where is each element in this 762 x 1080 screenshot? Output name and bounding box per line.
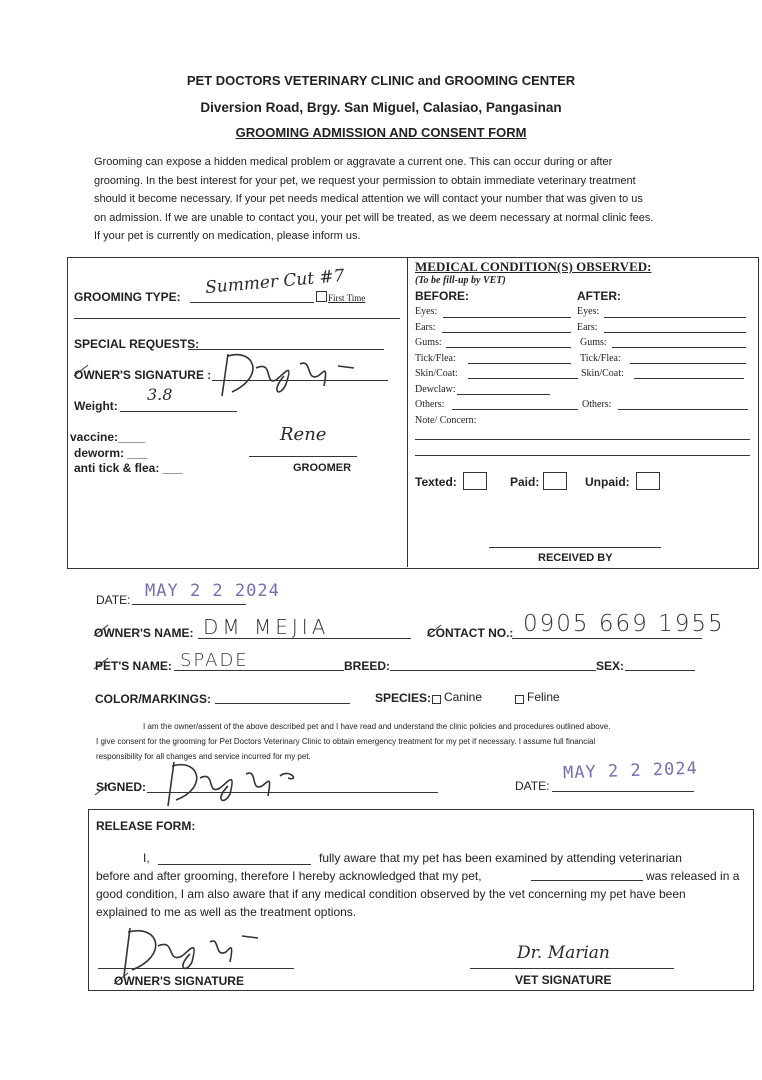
before-skin: Skin/Coat: bbox=[415, 368, 458, 379]
release-i: I, bbox=[143, 851, 150, 865]
intro-line: on admission. If we are unable to contact you, your pet will be treated, as we deem necessary at normal clinic fees. bbox=[94, 211, 654, 224]
grooming-type-line-2 bbox=[74, 318, 400, 319]
intro-line: Grooming can expose a hidden medical problem or aggravate a current one. This can occur during or after bbox=[94, 156, 613, 168]
release-name-line[interactable] bbox=[158, 864, 311, 865]
note-line-1[interactable] bbox=[415, 439, 750, 440]
texted-label: Texted: bbox=[415, 475, 457, 489]
signed-label: SIGNED: bbox=[96, 780, 147, 794]
vet-signature-line[interactable] bbox=[470, 968, 674, 969]
pet-name-value[interactable]: SPADE bbox=[180, 650, 249, 671]
medical-title: MEDICAL CONDITION(S) OBSERVED: bbox=[415, 259, 652, 274]
after-tick: Tick/Flea: bbox=[580, 353, 621, 364]
received-by-label: RECEIVED BY bbox=[538, 552, 613, 564]
vet-name[interactable]: Dr. Marian bbox=[517, 943, 610, 963]
vaccine-label: vaccine:____ bbox=[70, 430, 145, 444]
release-owner-line[interactable] bbox=[98, 968, 294, 969]
weight-line bbox=[120, 411, 237, 412]
consent-line-1: I am the owner/assent of the above described pet and I have read and understand the clinic policies and procedures outlined above. bbox=[143, 722, 611, 731]
color-line[interactable] bbox=[215, 703, 350, 704]
before-tick-line[interactable] bbox=[468, 363, 571, 364]
signed-line[interactable] bbox=[147, 792, 438, 793]
received-by-line[interactable] bbox=[489, 547, 661, 548]
owner-name-line bbox=[198, 638, 411, 639]
deworm-label: deworm: ___ bbox=[74, 446, 148, 460]
breed-line[interactable] bbox=[390, 670, 596, 671]
groomer-label: GROOMER bbox=[293, 462, 352, 474]
after-skin: Skin/Coat: bbox=[581, 368, 624, 379]
first-time-label: First Time bbox=[328, 293, 366, 303]
before-eyes: Eyes: bbox=[415, 306, 438, 317]
feline-checkbox[interactable] bbox=[515, 695, 524, 704]
before-heading: BEFORE: bbox=[415, 289, 469, 303]
groomer-line bbox=[249, 456, 357, 457]
intro-line: If your pet is currently on medication, please inform us. bbox=[94, 230, 361, 242]
after-ears: Ears: bbox=[577, 322, 598, 333]
unpaid-label: Unpaid: bbox=[585, 475, 630, 489]
date-stamp[interactable]: MAY 2 2 2024 bbox=[145, 581, 280, 601]
consent-line-3: responsibility for all changes and service incurred for my pet. bbox=[96, 752, 311, 761]
medical-subtitle: (To be fill-up by VET) bbox=[415, 275, 506, 286]
special-requests-label: SPECIAL REQUESTS: bbox=[74, 337, 200, 351]
after-skin-line[interactable] bbox=[634, 378, 744, 379]
owner-signature-line[interactable] bbox=[212, 380, 388, 381]
date-label: DATE: bbox=[96, 593, 131, 607]
species-label: SPECIES: bbox=[375, 691, 432, 705]
owner-name-value[interactable]: DM MEJIA bbox=[203, 615, 330, 639]
consent-date-line bbox=[552, 791, 694, 792]
contact-line bbox=[512, 638, 702, 639]
signed-signature-scribble bbox=[150, 758, 310, 810]
release-text-2: before and after grooming, therefore I hereby acknowledged that my pet, bbox=[96, 869, 482, 883]
pet-name-line bbox=[174, 670, 344, 671]
grooming-type-line bbox=[190, 302, 314, 303]
color-label: COLOR/MARKINGS: bbox=[95, 692, 211, 706]
antitick-label: anti tick & flea: ___ bbox=[74, 461, 183, 475]
clinic-address: Diversion Road, Brgy. San Miguel, Calasiao, Pangasinan bbox=[200, 100, 562, 115]
weight-value[interactable]: 3.8 bbox=[147, 385, 173, 404]
first-time-checkbox[interactable] bbox=[316, 291, 327, 302]
breed-label: BREED: bbox=[344, 659, 391, 673]
owner-name-label: OWNER'S NAME: bbox=[94, 626, 194, 640]
consent-date-label: DATE: bbox=[515, 779, 550, 793]
texted-checkbox[interactable] bbox=[463, 472, 487, 490]
before-ears: Ears: bbox=[415, 322, 436, 333]
before-dewclaw-line[interactable] bbox=[457, 394, 550, 395]
after-others-line[interactable] bbox=[618, 409, 748, 410]
paid-label: Paid: bbox=[510, 475, 540, 489]
intro-line: grooming. In the best interest for your pet, we request your permission to obtain immediate veterinary treatment bbox=[94, 174, 636, 187]
intro-paragraph bbox=[94, 153, 706, 246]
before-eyes-line[interactable] bbox=[443, 317, 571, 318]
before-dewclaw: Dewclaw: bbox=[415, 384, 456, 395]
before-tick: Tick/Flea: bbox=[415, 353, 456, 364]
before-others-line[interactable] bbox=[452, 409, 578, 410]
form-title: GROOMING ADMISSION AND CONSENT FORM bbox=[235, 125, 527, 140]
before-gums-line[interactable] bbox=[446, 347, 571, 348]
release-title: RELEASE FORM: bbox=[96, 819, 196, 833]
sex-label: SEX: bbox=[596, 659, 625, 673]
date-line bbox=[132, 604, 246, 605]
before-ears-line[interactable] bbox=[442, 332, 571, 333]
paid-checkbox[interactable] bbox=[543, 472, 567, 490]
release-pet-line[interactable] bbox=[531, 880, 643, 881]
consent-line-2: I give consent for the grooming for Pet Doctors Veterinary Clinic to obtain emergency treatment for my pet if necessary. I assume full financial bbox=[96, 737, 596, 746]
owner-signature-scribble bbox=[214, 346, 364, 400]
after-heading: AFTER: bbox=[577, 289, 621, 303]
after-gums-line[interactable] bbox=[612, 347, 746, 348]
release-text-1: fully aware that my pet has been examined by attending veterinarian bbox=[319, 851, 682, 865]
before-others: Others: bbox=[415, 399, 445, 410]
contact-value[interactable]: 0905 669 1955 bbox=[523, 611, 725, 637]
release-text-3: was released in a bbox=[646, 869, 740, 883]
canine-label: Canine bbox=[444, 690, 483, 704]
admission-divider bbox=[407, 257, 408, 567]
unpaid-checkbox[interactable] bbox=[636, 472, 660, 490]
release-owner-label: OWNER'S SIGNATURE bbox=[114, 974, 244, 988]
feline-label: Feline bbox=[527, 690, 560, 704]
before-gums: Gums: bbox=[415, 337, 442, 348]
vet-signature-label: VET SIGNATURE bbox=[515, 973, 612, 987]
intro-line: should it become necessary. If your pet needs medical attention we will contact your number that was given to us bbox=[94, 193, 643, 205]
release-text-5: explained to me as well as the treatment options. bbox=[96, 905, 357, 919]
after-eyes: Eyes: bbox=[577, 306, 600, 317]
grooming-type-value[interactable]: Summer Cut #7 bbox=[204, 265, 346, 299]
pet-name-label: PET'S NAME: bbox=[95, 659, 172, 673]
consent-date-stamp[interactable]: MAY 2 2 2024 bbox=[562, 758, 699, 784]
groomer-name[interactable]: Rene bbox=[280, 424, 327, 445]
before-skin-line[interactable] bbox=[468, 378, 578, 379]
after-ears-line[interactable] bbox=[604, 332, 746, 333]
note-line-2[interactable] bbox=[415, 455, 750, 456]
sex-line[interactable] bbox=[625, 670, 695, 671]
grooming-type-label: GROOMING TYPE: bbox=[74, 290, 181, 304]
after-others: Others: bbox=[582, 399, 612, 410]
after-eyes-line[interactable] bbox=[604, 317, 746, 318]
release-owner-signature-scribble bbox=[110, 922, 270, 982]
clinic-name: PET DOCTORS VETERINARY CLINIC and GROOMING CENTER bbox=[186, 73, 576, 88]
note-label: Note/ Concern: bbox=[415, 415, 477, 426]
contact-label: CONTACT NO.: bbox=[427, 626, 514, 640]
after-tick-line[interactable] bbox=[630, 363, 746, 364]
release-text-4: good condition, I am also aware that if any medical condition observed by the vet concerning my pet have been bbox=[96, 887, 686, 901]
after-gums: Gums: bbox=[580, 337, 607, 348]
canine-checkbox[interactable] bbox=[432, 695, 441, 704]
weight-label: Weight: bbox=[74, 399, 118, 413]
owner-signature-label: OWNER'S SIGNATURE : bbox=[74, 368, 212, 382]
